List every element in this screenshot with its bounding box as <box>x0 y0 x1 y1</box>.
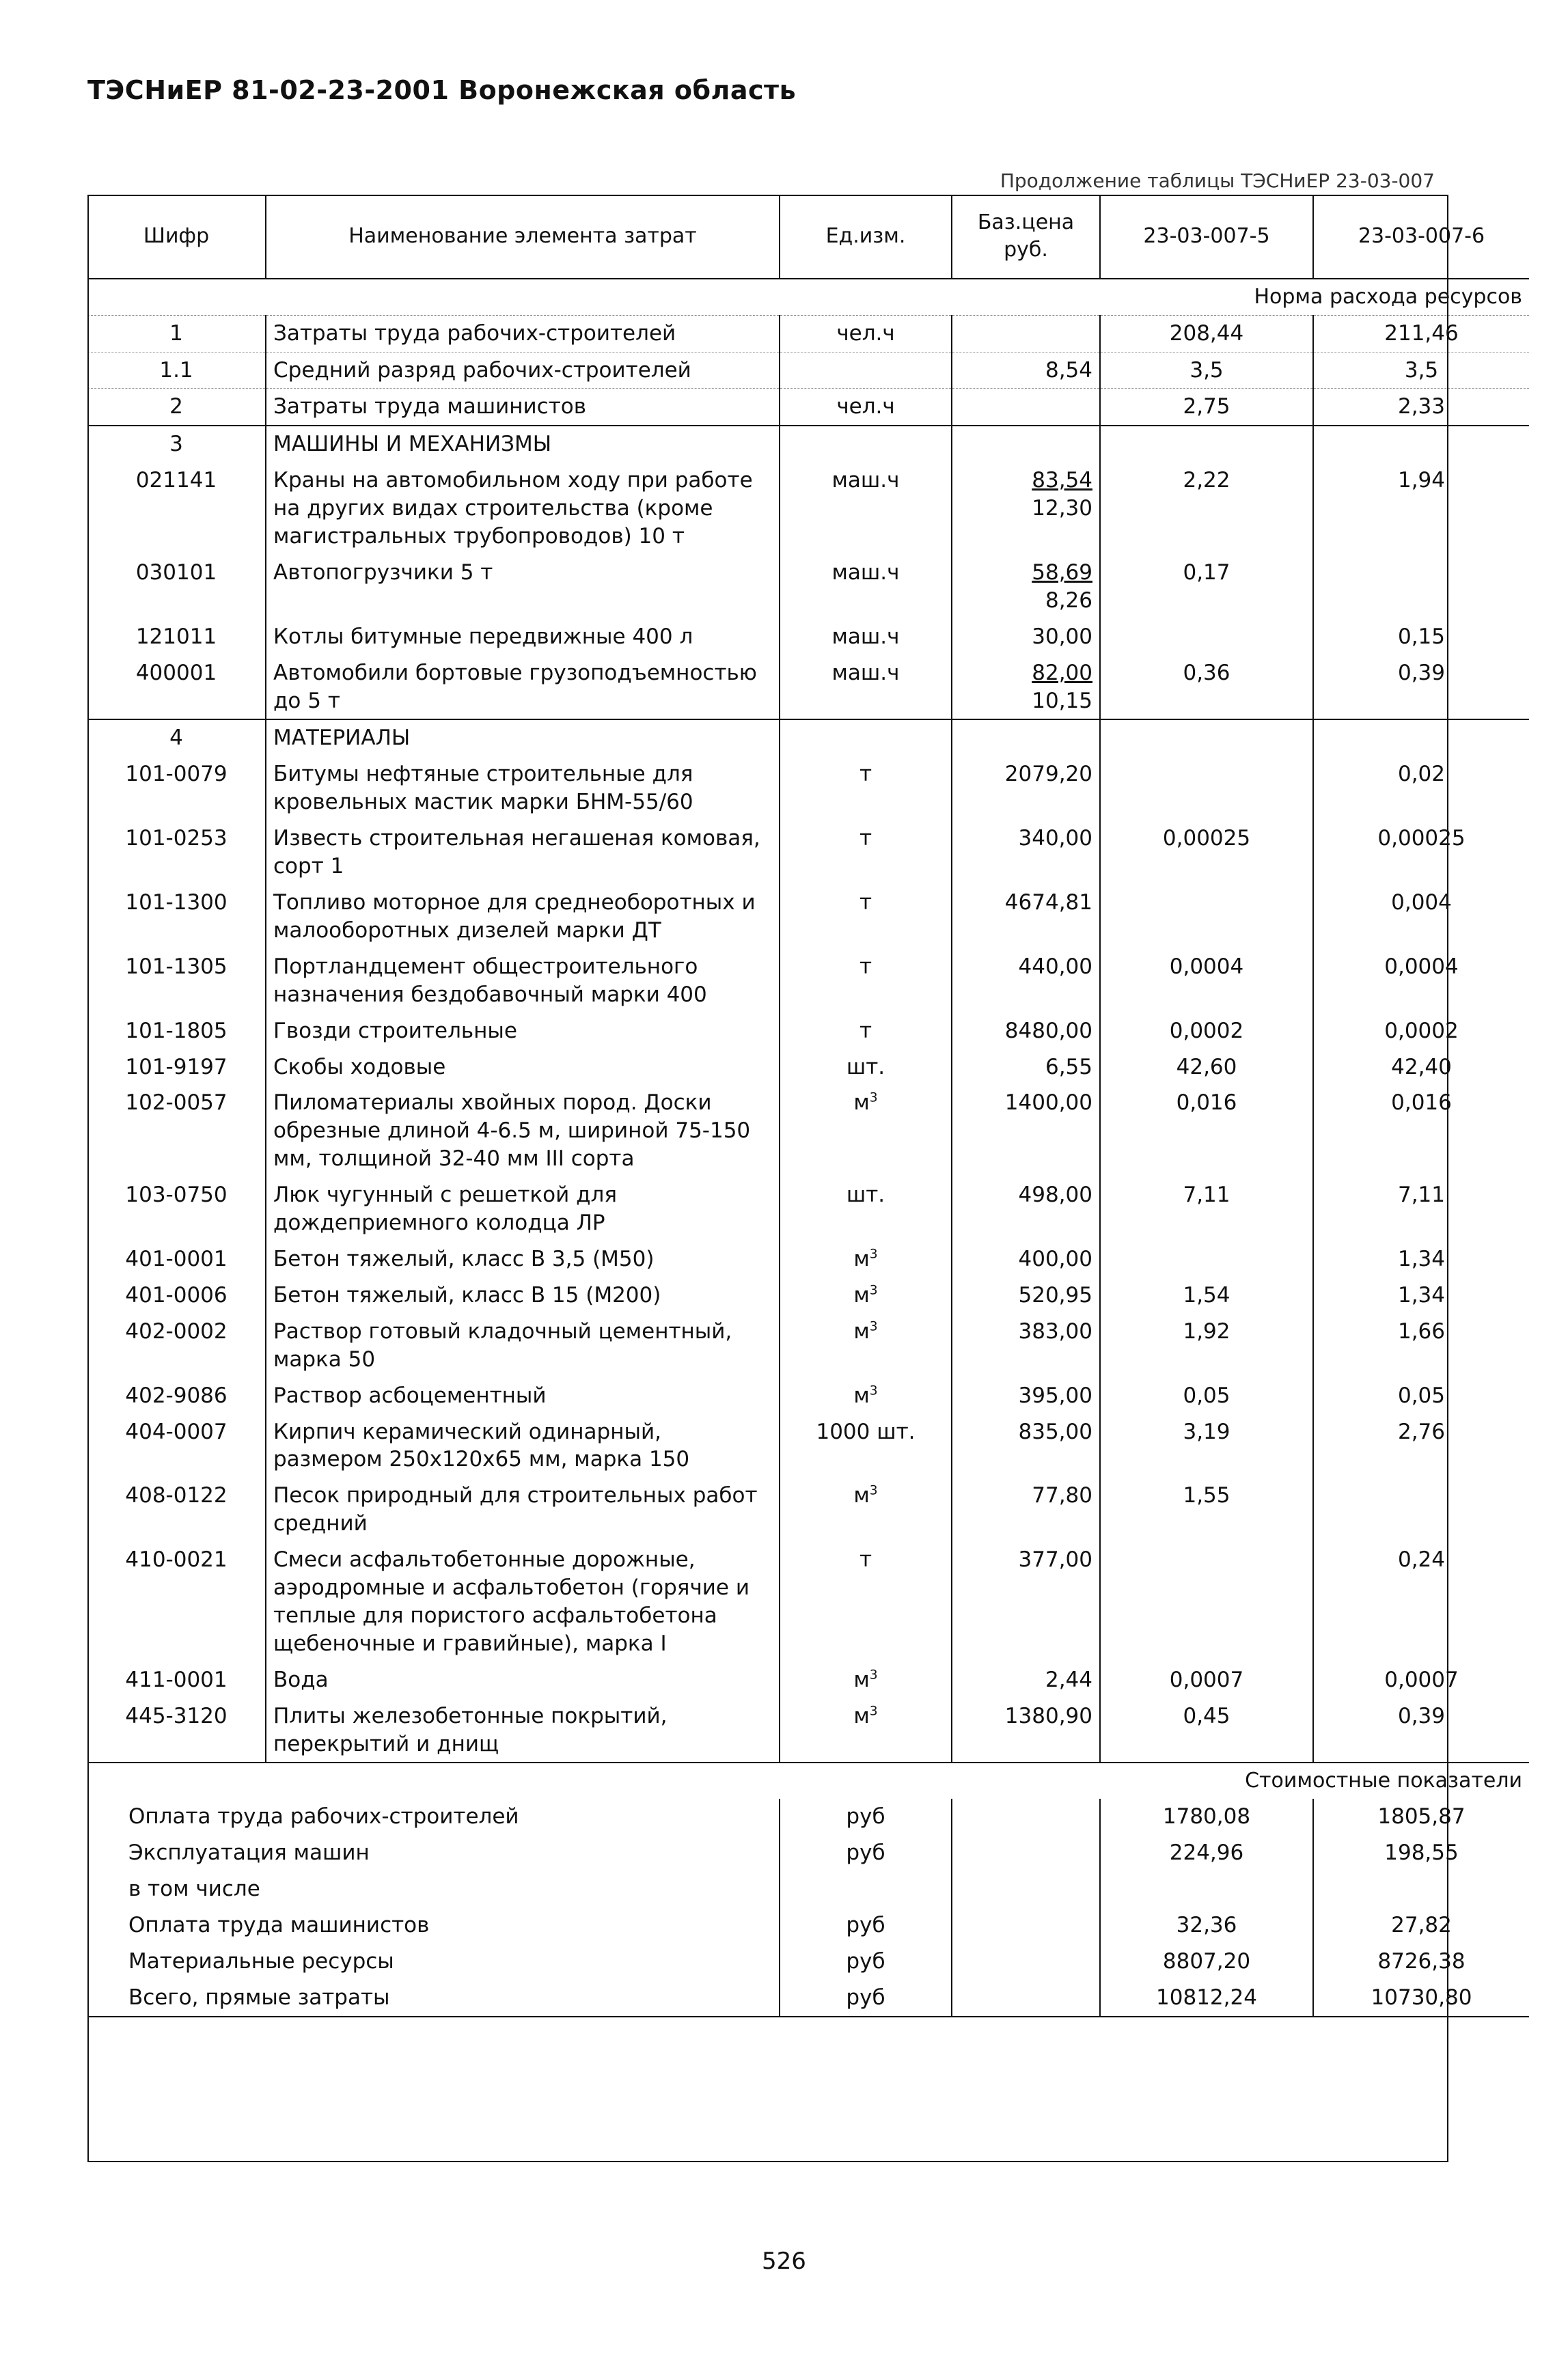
row-price: 1380,90 <box>952 1698 1100 1763</box>
material-row <box>87 949 1529 1013</box>
row-code: 402-9086 <box>125 1383 228 1408</box>
row-name: Вода <box>266 1662 780 1698</box>
row-name: Автомобили бортовые грузоподъемностью до 5 т <box>266 655 780 720</box>
row-value-6: 2,33 <box>1313 389 1529 426</box>
material-row <box>87 1542 1529 1662</box>
row-unit: $м^3$ <box>780 1378 952 1414</box>
price-labor: 12,30 <box>1032 496 1092 521</box>
section-machines-row <box>87 426 1529 462</box>
row-price <box>952 555 1100 619</box>
material-row <box>87 1314 1529 1378</box>
summary-row <box>87 1944 1529 1980</box>
row-name: Краны на автомобильном ходу при работе на других видах строительства (кроме магистральных трубопроводов) 10 т <box>266 462 780 555</box>
labor-row <box>87 315 1529 352</box>
row-unit: $м^3$ <box>780 1241 952 1278</box>
summary-unit: руб <box>780 1835 952 1871</box>
row-name: Скобы ходовые <box>266 1049 780 1086</box>
summary-value-5: 32,36 <box>1100 1907 1313 1944</box>
summary-value-6: 8726,38 <box>1313 1944 1529 1980</box>
row-value-6: 0,15 <box>1313 619 1529 655</box>
material-row <box>87 756 1529 820</box>
row-price: 520,95 <box>952 1278 1100 1314</box>
material-row <box>87 1662 1529 1698</box>
row-code: 102-0057 <box>125 1090 228 1116</box>
row-price: 77,80 <box>952 1478 1100 1542</box>
material-row <box>87 1378 1529 1414</box>
material-row <box>87 820 1529 885</box>
section-materials-row <box>87 719 1529 756</box>
row-code: 101-0079 <box>125 762 228 787</box>
row-value-5: 2,22 <box>1100 462 1313 555</box>
row-unit: шт. <box>780 1177 952 1241</box>
summary-value-5: 10812,24 <box>1100 1980 1313 2017</box>
row-value-6: 0,39 <box>1313 1698 1529 1763</box>
row-value-6: 7,11 <box>1313 1177 1529 1241</box>
row-price: 835,00 <box>952 1414 1100 1478</box>
row-unit: маш.ч <box>780 462 952 555</box>
price-labor: 8,26 <box>1045 588 1092 613</box>
row-price <box>952 315 1100 352</box>
labor-row <box>87 352 1529 389</box>
row-value-5: 3,5 <box>1100 352 1313 389</box>
machine-row <box>87 619 1529 655</box>
summary-row <box>87 1871 1529 1907</box>
row-code: 410-0021 <box>125 1547 228 1573</box>
summary-value-6: 1805,87 <box>1313 1799 1529 1835</box>
row-name: Портландцемент общестроительного назначения бездобавочный марки 400 <box>266 949 780 1013</box>
row-value-5: 42,60 <box>1100 1049 1313 1086</box>
material-row <box>87 1177 1529 1241</box>
row-code: 103-0750 <box>125 1183 228 1208</box>
col-header-variant-5: 23-03-007-5 <box>1100 195 1313 279</box>
row-price: 440,00 <box>952 949 1100 1013</box>
row-code: 404-0007 <box>125 1419 228 1444</box>
row-code: 411-0001 <box>125 1667 228 1692</box>
row-name: Битумы нефтяные строительные для кровельных мастик марки БНМ-55/60 <box>266 756 780 820</box>
row-name: Смеси асфальтобетонные дорожные, аэродромные и асфальтобетон (горячие и теплые для пористого асфальтобетона щебеночные и гравийные), марка I <box>266 1542 780 1662</box>
summary-label: Оплата труда рабочих-строителей <box>128 1804 519 1830</box>
row-name: Бетон тяжелый, класс В 3,5 (М50) <box>266 1241 780 1278</box>
summary-value-5: 8807,20 <box>1100 1944 1313 1980</box>
summary-unit: руб <box>780 1980 952 2017</box>
row-value-5: 0,05 <box>1100 1378 1313 1414</box>
row-code: 030101 <box>135 560 217 585</box>
row-value-5: 0,0002 <box>1100 1013 1313 1049</box>
material-row <box>87 1241 1529 1278</box>
row-code: 445-3120 <box>125 1703 228 1728</box>
row-price <box>952 655 1100 720</box>
row-value-6: 0,39 <box>1313 655 1529 720</box>
row-code: 101-1305 <box>125 954 228 979</box>
row-value-6: 0,00025 <box>1313 820 1529 885</box>
row-unit: $м^3$ <box>780 1085 952 1177</box>
row-value-5: 3,19 <box>1100 1414 1313 1478</box>
row-name: Песок природный для строительных работ средний <box>266 1478 780 1542</box>
row-value-5 <box>1100 1241 1313 1278</box>
row-name: Пиломатериалы хвойных пород. Доски обрезные длиной 4-6.5 м, шириной 75-150 мм, толщиной 32-40 мм III сорта <box>266 1085 780 1177</box>
summary-unit <box>780 1871 952 1907</box>
row-price: 395,00 <box>952 1378 1100 1414</box>
summary-unit: руб <box>780 1907 952 1944</box>
row-name: Топливо моторное для среднеоборотных и малооборотных дизелей марки ДТ <box>266 885 780 949</box>
row-name: Люк чугунный с решеткой для дождеприемного колодца ЛР <box>266 1177 780 1241</box>
row-unit: т <box>780 885 952 949</box>
summary-value-5 <box>1100 1871 1313 1907</box>
row-unit: чел.ч <box>780 389 952 426</box>
row-unit: т <box>780 1013 952 1049</box>
row-name: Кирпич керамический одинарный, размером 250х120х65 мм, марка 150 <box>266 1414 780 1478</box>
row-value-6: 42,40 <box>1313 1049 1529 1086</box>
row-price <box>952 462 1100 555</box>
row-price: 2079,20 <box>952 756 1100 820</box>
row-name: Раствор готовый кладочный цементный, марка 50 <box>266 1314 780 1378</box>
summary-value-5: 1780,08 <box>1100 1799 1313 1835</box>
row-price: 2,44 <box>952 1662 1100 1698</box>
row-price: 498,00 <box>952 1177 1100 1241</box>
summary-value-6: 27,82 <box>1313 1907 1529 1944</box>
norma-header-row <box>87 279 1529 315</box>
row-code: 400001 <box>135 660 217 685</box>
row-value-6: 211,46 <box>1313 315 1529 352</box>
row-unit: чел.ч <box>780 315 952 352</box>
row-value-5 <box>1100 619 1313 655</box>
material-row <box>87 1478 1529 1542</box>
price-labor: 10,15 <box>1032 688 1092 713</box>
row-price: 340,00 <box>952 820 1100 885</box>
summary-label: Эксплуатация машин <box>128 1840 370 1865</box>
row-code: 101-1805 <box>125 1018 228 1043</box>
row-unit: маш.ч <box>780 619 952 655</box>
row-price <box>952 389 1100 426</box>
row-value-6: 0,0002 <box>1313 1013 1529 1049</box>
row-value-5: 1,55 <box>1100 1478 1313 1542</box>
row-price: 400,00 <box>952 1241 1100 1278</box>
row-unit: т <box>780 756 952 820</box>
row-price: 383,00 <box>952 1314 1100 1378</box>
material-row <box>87 885 1529 949</box>
material-row <box>87 1013 1529 1049</box>
row-code: 1.1 <box>87 352 266 389</box>
row-value-5 <box>1100 885 1313 949</box>
resource-norms-table <box>87 195 1529 2017</box>
row-value-5: 1,92 <box>1100 1314 1313 1378</box>
col-header-unit: Ед.изм. <box>780 195 952 279</box>
section-title: МАТЕРИАЛЫ <box>266 719 780 756</box>
section-number: 4 <box>87 719 266 756</box>
summary-unit: руб <box>780 1799 952 1835</box>
row-price: 6,55 <box>952 1049 1100 1086</box>
row-value-6: 1,66 <box>1313 1314 1529 1378</box>
machine-row <box>87 462 1529 555</box>
document-title: ТЭСНиЕР 81-02-23-2001 Воронежская область <box>87 75 797 105</box>
row-name: Автопогрузчики 5 т <box>266 555 780 619</box>
row-price: 4674,81 <box>952 885 1100 949</box>
row-value-6: 0,02 <box>1313 756 1529 820</box>
row-name: Раствор асбоцементный <box>266 1378 780 1414</box>
machine-row <box>87 555 1529 619</box>
row-value-6: 1,34 <box>1313 1241 1529 1278</box>
summary-label: Всего, прямые затраты <box>128 1985 390 2010</box>
row-value-5: 1,54 <box>1100 1278 1313 1314</box>
page-number: 526 <box>762 2248 806 2275</box>
row-name: Плиты железобетонные покрытий, перекрытий и днищ <box>266 1698 780 1763</box>
row-price: 1400,00 <box>952 1085 1100 1177</box>
row-unit: т <box>780 1542 952 1662</box>
col-header-code: Шифр <box>87 195 266 279</box>
summary-label: Оплата труда машинистов <box>128 1912 430 1937</box>
section-title: МАШИНЫ И МЕХАНИЗМЫ <box>266 426 780 462</box>
col-header-name: Наименование элемента затрат <box>266 195 780 279</box>
row-value-6: 3,5 <box>1313 352 1529 389</box>
row-name: Известь строительная негашеная комовая, сорт 1 <box>266 820 780 885</box>
labor-row <box>87 389 1529 426</box>
row-name: Затраты труда рабочих-строителей <box>266 315 780 352</box>
row-unit: 1000 шт. <box>780 1414 952 1478</box>
norma-label: Норма расхода ресурсов <box>87 279 1529 315</box>
summary-value-5: 224,96 <box>1100 1835 1313 1871</box>
row-value-5: 7,11 <box>1100 1177 1313 1241</box>
summary-value-6: 10730,80 <box>1313 1980 1529 2017</box>
row-value-5 <box>1100 1542 1313 1662</box>
row-unit <box>780 352 952 389</box>
material-row <box>87 1085 1529 1177</box>
summary-label: Материальные ресурсы <box>128 1948 394 1974</box>
row-unit: маш.ч <box>780 555 952 619</box>
row-code: 401-0001 <box>125 1246 228 1271</box>
row-value-6: 2,76 <box>1313 1414 1529 1478</box>
row-code: 101-0253 <box>125 826 228 851</box>
row-price: 8,54 <box>952 352 1100 389</box>
row-name: Гвозди строительные <box>266 1013 780 1049</box>
row-value-6: 0,016 <box>1313 1085 1529 1177</box>
summary-row <box>87 1835 1529 1871</box>
row-value-6: 0,05 <box>1313 1378 1529 1414</box>
machine-row <box>87 655 1529 720</box>
material-row <box>87 1049 1529 1086</box>
row-value-6 <box>1313 1478 1529 1542</box>
col-header-price: Баз.цена руб. <box>952 195 1100 279</box>
row-name: Бетон тяжелый, класс В 15 (М200) <box>266 1278 780 1314</box>
row-code: 021141 <box>135 468 217 493</box>
row-price <box>952 619 1100 655</box>
summary-row <box>87 1799 1529 1835</box>
price-total: 82,00 <box>1032 660 1092 685</box>
row-price: 8480,00 <box>952 1013 1100 1049</box>
price-total: 83,54 <box>1032 468 1092 493</box>
summary-unit: руб <box>780 1944 952 1980</box>
row-value-5: 0,45 <box>1100 1698 1313 1763</box>
row-value-5: 0,36 <box>1100 655 1313 720</box>
row-code: 401-0006 <box>125 1282 228 1308</box>
row-unit: т <box>780 949 952 1013</box>
row-name: Средний разряд рабочих-строителей <box>266 352 780 389</box>
row-price: 377,00 <box>952 1542 1100 1662</box>
row-code: 101-1300 <box>125 890 228 915</box>
row-unit: $м^3$ <box>780 1662 952 1698</box>
row-value-6: 1,34 <box>1313 1278 1529 1314</box>
row-unit: $м^3$ <box>780 1278 952 1314</box>
row-value-5: 2,75 <box>1100 389 1313 426</box>
row-value-6: 0,004 <box>1313 885 1529 949</box>
material-row <box>87 1698 1529 1763</box>
row-value-5: 0,17 <box>1100 555 1313 619</box>
row-value-5: 0,0004 <box>1100 949 1313 1013</box>
row-code: 121011 <box>135 624 217 649</box>
row-unit: шт. <box>780 1049 952 1086</box>
row-value-6: 0,0004 <box>1313 949 1529 1013</box>
summary-row <box>87 1980 1529 2017</box>
row-name: Затраты труда машинистов <box>266 389 780 426</box>
row-code: 408-0122 <box>125 1483 228 1508</box>
row-value-5 <box>1100 756 1313 820</box>
material-row <box>87 1278 1529 1314</box>
row-unit: т <box>780 820 952 885</box>
row-value-6: 0,0007 <box>1313 1662 1529 1698</box>
row-value-5: 208,44 <box>1100 315 1313 352</box>
row-name: Котлы битумные передвижные 400 л <box>266 619 780 655</box>
row-value-6: 1,94 <box>1313 462 1529 555</box>
row-code: 101-9197 <box>125 1054 228 1079</box>
row-code: 2 <box>87 389 266 426</box>
price-total: 58,69 <box>1032 560 1092 585</box>
col-header-variant-6: 23-03-007-6 <box>1313 195 1529 279</box>
summary-header-row <box>87 1763 1529 1799</box>
row-code: 1 <box>87 315 266 352</box>
row-value-5: 0,0007 <box>1100 1662 1313 1698</box>
row-unit: $м^3$ <box>780 1698 952 1763</box>
material-row <box>87 1414 1529 1478</box>
row-value-6: 0,24 <box>1313 1542 1529 1662</box>
summary-row <box>87 1907 1529 1944</box>
row-unit: маш.ч <box>780 655 952 720</box>
row-unit: $м^3$ <box>780 1314 952 1378</box>
summary-value-6 <box>1313 1871 1529 1907</box>
row-value-5: 0,00025 <box>1100 820 1313 885</box>
summary-title: Стоимостные показатели <box>87 1763 1529 1799</box>
row-value-5: 0,016 <box>1100 1085 1313 1177</box>
row-unit: $м^3$ <box>780 1478 952 1542</box>
table-header-row <box>87 195 1529 279</box>
summary-value-6: 198,55 <box>1313 1835 1529 1871</box>
price-total: 30,00 <box>1032 624 1092 649</box>
table-continuation-note: Продолжение таблицы ТЭСНиЕР 23-03-007 <box>1000 169 1435 192</box>
summary-label: в том числе <box>128 1876 260 1901</box>
section-number: 3 <box>87 426 266 462</box>
row-value-6 <box>1313 555 1529 619</box>
row-code: 402-0002 <box>125 1318 228 1344</box>
